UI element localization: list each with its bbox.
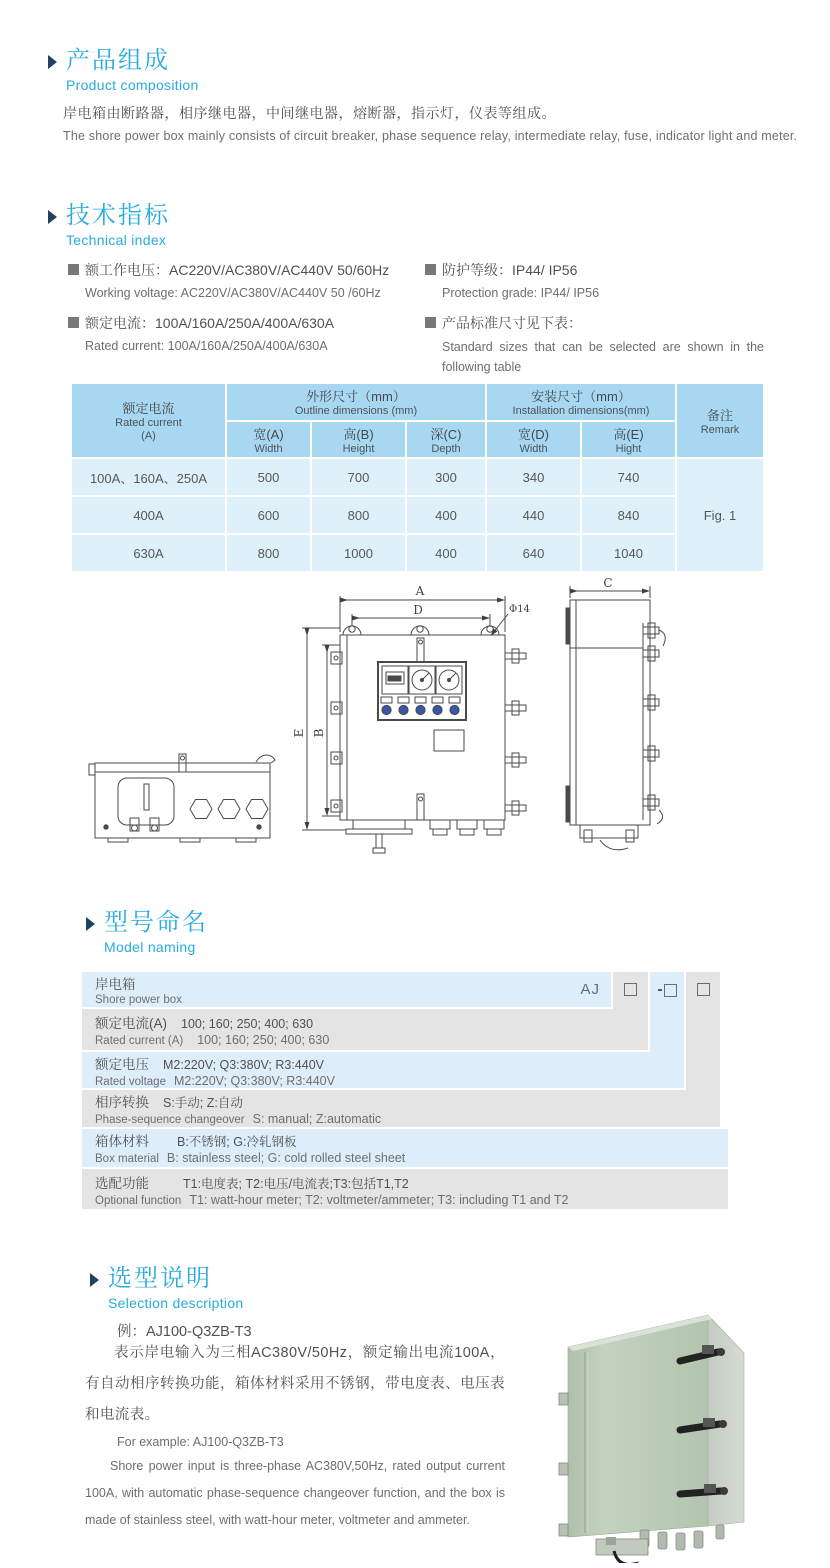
bottom-bracket [596,1539,648,1555]
composition-body-zh: 岸电箱由断路器，相序继电器，中间继电器，熔断器，指示灯，仪表等组成。 [63,105,556,121]
dim-label-b: B [312,728,326,738]
col-header-width-a: 宽(A) Width [227,422,310,457]
naming-row-rated-current: 额定电流(A) 100; 160; 250; 400; 630 Rated current (A) 100; 160; 250; 400; 630 [82,1009,648,1050]
latch-icons [643,623,665,824]
selection-desc-zh: 表示岸电输入为三相AC380V/50Hz，额定输出电流100A，有自动相序转换功能，箱体材料采用不锈钢，带电度表、电压表和电流表。 [85,1345,505,1423]
col-header-outline: 外形尺寸（mm） Outline dimensions (mm) [227,384,485,420]
section-model-naming [86,910,208,955]
col-header-install: 安装尺寸（mm） Installation dimensions(mm) [487,384,675,420]
section-product-composition [48,48,199,93]
model-code-placeholder-box [697,983,710,996]
meter-panel [378,662,466,720]
section-title-zh: 技术指标 [66,202,170,229]
selection-example-zh: 例：AJ100-Q3ZB-T3 [117,1324,252,1340]
naming-row-rated-voltage: 额定电压 M2:220V; Q3:380V; R3:440V Rated voltage M2:220V; Q3:380V; R3:440V [82,1052,684,1088]
spec-rated-current-en: Rated current: 100A/160A/250A/400A/630A [85,339,328,353]
nameplate [434,730,464,751]
composition-body-en: The shore power box mainly consists of circuit breaker, phase sequence relay, intermediate relay, fuse, indicator light and meter. [63,129,798,143]
naming-row-phase-sequence: 相序转换 S:手动; Z:自动 Phase-sequence changeover S: manual; Z:automatic [82,1090,720,1127]
spec-working-voltage-en: Working voltage: AC220V/AC380V/AC440V 50 /60Hz [85,286,381,300]
spec-protection-grade: 防护等级：IP44/ IP56 [425,260,577,280]
dimension-drawing [60,578,780,890]
dim-label-hole: Φ14 [509,604,530,615]
bottom-view [89,754,275,842]
dim-label-e: E [292,728,306,738]
dim-label-c: C [603,578,613,590]
size-table [70,382,765,573]
section-arrow-icon [86,917,95,931]
bullet-square-icon [425,264,436,275]
naming-row-box-material: 箱体材料 B:不锈钢; G:冷轧钢板 Box material B: stainless steel; G: cold rolled steel sheet [82,1129,728,1167]
spec-standard-sizes: 产品标准尺寸见下表： [425,313,582,333]
spec-working-voltage: 额工作电压：AC220V/AC380V/AC440V 50/60Hz [68,260,389,280]
naming-row-product: 岸电箱 Shore power box AJ [82,972,611,1007]
table-row: 400A 600 800 400 440 840 [72,497,763,533]
col-header-height-b: 高(B) Height [312,422,405,457]
hinge-icons [559,1393,568,1536]
col-header-depth-c: 深(C) Depth [407,422,485,457]
side-view [566,586,665,850]
product-photo [540,1293,810,1563]
section-title-zh: 选型说明 [108,1265,212,1292]
section-arrow-icon [48,210,57,224]
selection-desc-en: Shore power input is three-phase AC380V,50Hz, rated output current 100A, with automatic phase-sequence changeover function, and the box is made of stainless steel, with watt-hour meter, voltmeter and ammeter. [85,1459,505,1527]
table-row: 630A 800 1000 400 640 1040 [72,535,763,571]
col-header-width-d: 宽(D) Width [487,422,580,457]
indicator-lights [381,697,460,715]
shore-power-box-photo [559,1315,744,1563]
dim-label-a: A [415,584,425,598]
section-arrow-icon [48,55,57,69]
spec-rated-current: 额定电流：100A/160A/250A/400A/630A [68,313,334,333]
selection-example-en: For example: AJ100-Q3ZB-T3 [117,1435,284,1449]
section-title-en: Product composition [66,77,199,93]
section-title-zh: 产品组成 [66,47,170,74]
section-title-zh: 型号命名 [104,909,208,936]
spec-protection-grade-en: Protection grade: IP44/ IP56 [442,286,600,300]
bullet-square-icon [68,264,79,275]
model-code-placeholder-box [664,984,677,997]
section-selection-description [90,1266,244,1311]
col-header-remark: 备注 Remark [677,384,763,457]
model-code-dash: - [657,981,663,998]
section-title-en: Technical index [66,232,167,248]
bullet-square-icon [68,317,79,328]
energy-meter-display [388,676,401,681]
model-code-placeholder-box [624,983,637,996]
cable-glands [430,820,504,835]
latch-icons [505,649,526,815]
section-arrow-icon [90,1273,99,1287]
dim-label-d: D [413,603,423,617]
naming-row-optional-function: 选配功能 T1:电度表; T2:电压/电流表;T3:包括T1,T2 Optional function T1: watt-hour meter; T2: voltmeter/ammeter; T3: including T1 and T2 [82,1169,728,1209]
table-row: 100A、160A、250A 500 700 300 340 740 Fig. 1 [72,459,763,495]
section-technical-index [48,203,170,248]
section-title-en: Selection description [108,1295,244,1311]
remark-cell: Fig. 1 [677,459,763,571]
front-view [302,596,526,853]
spec-standard-sizes-en: Standard sizes that can be selected are shown in the following table [442,340,764,374]
col-header-rated-current: 额定电流 Rated current (A) [72,384,225,457]
col-header-height-e: 高(E) Hight [582,422,675,457]
model-code-prefix: AJ [580,981,600,998]
section-title-en: Model naming [104,939,196,955]
bullet-square-icon [425,317,436,328]
